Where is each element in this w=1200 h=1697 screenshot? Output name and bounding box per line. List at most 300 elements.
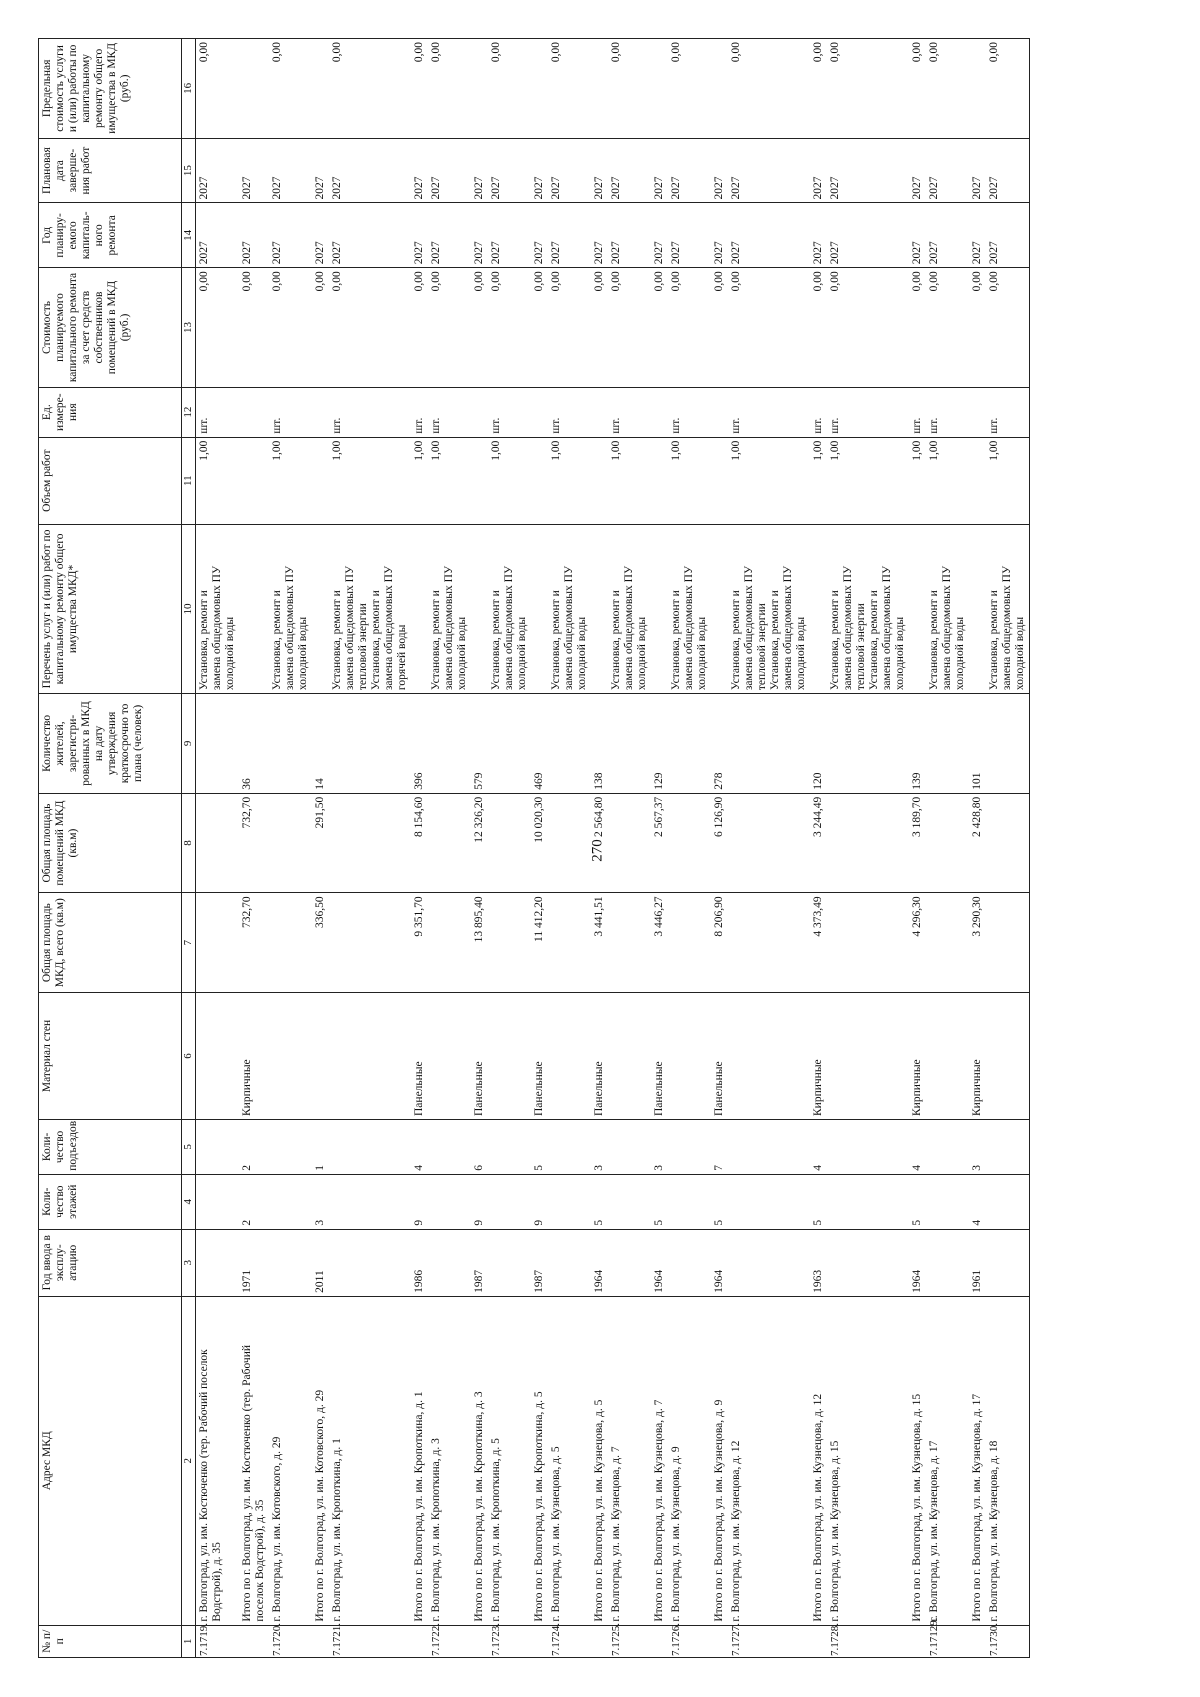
- table-cell-c6: Кирпичные: [810, 992, 827, 1119]
- table-cell-c9: [488, 694, 531, 794]
- table-cell-c12: шт.: [909, 387, 926, 437]
- table-cell-c1: [969, 1625, 986, 1657]
- table-cell-c7: 8 206,90: [711, 893, 728, 993]
- table-cell-c8: [196, 793, 240, 893]
- table-cell-c15: 2027: [239, 138, 269, 203]
- table-cell-c1: 7.1721.: [329, 1625, 411, 1657]
- table-cell-c16: 0,00: [411, 39, 428, 139]
- table-row: [411, 39, 428, 1658]
- table-cell-c8: 6 126,90: [711, 793, 728, 893]
- table-cell-c1: [239, 1625, 269, 1657]
- table-cell-c10: [926, 524, 969, 693]
- table-cell-c5: [329, 1120, 411, 1175]
- table-cell-c3: [668, 1229, 711, 1296]
- table-cell-c1: 7.1726.: [668, 1625, 711, 1657]
- header-cell: Количество жителей, зарегистри-рованных в МКД на дату утверждения краткосрочно то плана (человек): [39, 694, 182, 794]
- table-cell-c2: [969, 1296, 986, 1625]
- table-cell-c16: 0,00: [728, 39, 810, 139]
- cell-line: Установка, ремонт и: [610, 590, 622, 691]
- header-cell: Перечень услуг и (или) работ по капитальному ремонту общего имущества МКД*: [39, 524, 182, 693]
- table-cell-c9: [329, 694, 411, 794]
- table-row: [668, 39, 711, 1658]
- table-cell-c15: 2027: [428, 138, 471, 203]
- table-cell-c5: 2: [239, 1120, 269, 1175]
- table-cell-c15: 2027: [651, 138, 668, 203]
- cell-line: Итого по г. Волгоград, ул. им. Кузнецова, д. 15: [911, 1393, 923, 1622]
- table-cell-c13: 0,00: [239, 268, 269, 388]
- table-cell-c12: шт.: [810, 387, 827, 437]
- table-cell-c12: шт.: [488, 387, 531, 437]
- cell-line: г. Волгоград, ул. им. Кузнецова, д. 17: [928, 1440, 940, 1622]
- column-number-row: [182, 39, 196, 1658]
- table-cell-c10: [548, 524, 591, 693]
- cell-line: холодной воды: [894, 616, 906, 691]
- table-cell-c11: 1,00: [926, 437, 969, 524]
- table-cell-c7: 9 351,70: [411, 893, 428, 993]
- table-cell-c4: [668, 1174, 711, 1229]
- cell-line: Установка, ремонт и: [988, 590, 1000, 691]
- page-number: 270: [589, 839, 606, 862]
- table-cell-c16: [651, 39, 668, 139]
- header-cell: Стоимость планируемого капитального ремонта за счет средств собственников помещений в МКД (руб.): [39, 268, 182, 388]
- cell-line: Итого по г. Волгоград, ул. им. Кропоткина, д. 5: [533, 1391, 545, 1622]
- cell-line: холодной воды: [1014, 616, 1026, 691]
- table-cell-c4: [428, 1174, 471, 1229]
- cell-line: Итого по г. Волгоград, ул. им. Котовского, д. 29: [314, 1389, 326, 1622]
- table-cell-c9: 579: [471, 694, 488, 794]
- table-cell-c13: 0,00: [969, 268, 986, 388]
- table-row: [926, 39, 969, 1658]
- table-row: [196, 39, 240, 1658]
- table-cell-c5: 6: [471, 1120, 488, 1175]
- table-cell-c2: [926, 1296, 969, 1625]
- table-cell-c1: [651, 1625, 668, 1657]
- table-row: [909, 39, 926, 1658]
- table-cell-c3: 1963: [810, 1229, 827, 1296]
- table-cell-c9: 14: [312, 694, 329, 794]
- table-cell-c2: [827, 1296, 909, 1625]
- table-cell-c4: [608, 1174, 651, 1229]
- table-cell-c10: [488, 524, 531, 693]
- table-cell-c6: Кирпичные: [909, 992, 926, 1119]
- table-cell-c14: 2027: [986, 203, 1030, 268]
- table-cell-c8: [329, 793, 411, 893]
- table-row: [969, 39, 986, 1658]
- table-cell-c11: [651, 437, 668, 524]
- table-cell-c12: шт.: [668, 387, 711, 437]
- table-cell-c14: 2027: [810, 203, 827, 268]
- table-cell-c4: [269, 1174, 312, 1229]
- cell-line: Итого по г. Волгоград, ул. им. Кузнецова, д. 7: [653, 1399, 665, 1622]
- table-cell-c11: 1,00: [329, 437, 411, 524]
- table-cell-c15: 2027: [531, 138, 548, 203]
- table-cell-c15: 2027: [488, 138, 531, 203]
- table-cell-c15: 2027: [909, 138, 926, 203]
- table-row: [827, 39, 909, 1658]
- table-cell-c5: [668, 1120, 711, 1175]
- table-cell-c8: 291,50: [312, 793, 329, 893]
- table-cell-c3: 1987: [531, 1229, 548, 1296]
- cell-line: Установка, ремонт и: [769, 590, 781, 691]
- table-cell-c6: [668, 992, 711, 1119]
- header-cell: Предельная стоимость услуги и (или) работы по капитальному ремонту общего имущества в МКД (руб.): [39, 39, 182, 139]
- table-cell-c9: [668, 694, 711, 794]
- table-cell-c8: [827, 793, 909, 893]
- column-number: 2: [182, 1296, 196, 1625]
- table-cell-c15: 2027: [608, 138, 651, 203]
- cell-line: тепловой энергии: [756, 603, 768, 691]
- table-row: [810, 39, 827, 1658]
- table-cell-c5: 7: [711, 1120, 728, 1175]
- table-cell-c13: 0,00: [269, 268, 312, 388]
- table-cell-c3: 2011: [312, 1229, 329, 1296]
- table-cell-c14: 2027: [329, 203, 411, 268]
- cell-line: Установка, ремонт и: [829, 590, 841, 691]
- cell-line: замена общедомовых ПУ: [383, 565, 395, 691]
- table-cell-c8: 12 326,20: [471, 793, 488, 893]
- table-cell-c15: 2027: [986, 138, 1030, 203]
- table-cell-c12: шт.: [196, 387, 240, 437]
- table-row: [312, 39, 329, 1658]
- table-cell-c6: [269, 992, 312, 1119]
- cell-line: холодной воды: [795, 616, 807, 691]
- table-cell-c16: 0,00: [986, 39, 1030, 139]
- table-cell-c13: 0,00: [909, 268, 926, 388]
- table-cell-c13: 0,00: [312, 268, 329, 388]
- table-cell-c5: [728, 1120, 810, 1175]
- cell-line: замена общедомовых ПУ: [842, 565, 854, 691]
- table-cell-c8: 3 244,49: [810, 793, 827, 893]
- table-cell-c13: 0,00: [471, 268, 488, 388]
- table-cell-c10: [196, 524, 240, 693]
- table-cell-c7: [986, 893, 1030, 993]
- table-cell-c16: 0,00: [196, 39, 240, 139]
- cell-line: замена общедомовых ПУ: [563, 565, 575, 691]
- cell-line: Установка, ремонт и: [868, 590, 880, 691]
- cell-line: замена общедомовых ПУ: [881, 565, 893, 691]
- cell-line: холодной воды: [297, 616, 309, 691]
- cell-line: замена общедомовых ПУ: [211, 565, 223, 691]
- table-cell-c9: 129: [651, 694, 668, 794]
- table-cell-c1: 7.1730.: [986, 1625, 1030, 1657]
- table-cell-c10: [728, 524, 810, 693]
- header-cell: Адрес МКД: [39, 1296, 182, 1625]
- table-cell-c9: [926, 694, 969, 794]
- table-cell-c7: 336,50: [312, 893, 329, 993]
- table-cell-c1: 7.1728.: [827, 1625, 909, 1657]
- column-number: 6: [182, 992, 196, 1119]
- table-cell-c14: 2027: [827, 203, 909, 268]
- table-cell-c15: 2027: [827, 138, 909, 203]
- table-cell-c10: [608, 524, 651, 693]
- table-cell-c7: 4 373,49: [810, 893, 827, 993]
- table-cell-c5: 3: [651, 1120, 668, 1175]
- table-cell-c2: [312, 1296, 329, 1625]
- table-cell-c2: [239, 1296, 269, 1625]
- table-cell-c14: 2027: [668, 203, 711, 268]
- header-row: [39, 39, 182, 1658]
- cell-line: поселок Водстрой), д. 35: [254, 1499, 266, 1622]
- table-row: [329, 39, 411, 1658]
- table-cell-c14: 2027: [488, 203, 531, 268]
- header-cell: Объем работ: [39, 437, 182, 524]
- cell-line: г. Волгоград, ул. им. Костюченко (тер. Рабочий поселок: [198, 1349, 210, 1622]
- table-cell-c16: 0,00: [909, 39, 926, 139]
- table-cell-c9: [548, 694, 591, 794]
- cell-line: г. Волгоград, ул. им. Кузнецова, д. 7: [610, 1446, 622, 1622]
- cell-line: тепловой энергии: [855, 603, 867, 691]
- table-cell-c14: 2027: [711, 203, 728, 268]
- table-cell-c9: [827, 694, 909, 794]
- table-cell-c5: [548, 1120, 591, 1175]
- table-cell-c11: [591, 437, 608, 524]
- table-cell-c5: 3: [969, 1120, 986, 1175]
- table-cell-c8: [548, 793, 591, 893]
- table-cell-c13: 0,00: [488, 268, 531, 388]
- table-cell-c10: [428, 524, 471, 693]
- table-cell-c4: 9: [411, 1174, 428, 1229]
- table-cell-c5: [827, 1120, 909, 1175]
- table-cell-c7: 732,70: [239, 893, 269, 993]
- rotated-page: [38, 38, 1160, 1658]
- table-cell-c3: [269, 1229, 312, 1296]
- table-cell-c1: [591, 1625, 608, 1657]
- table-cell-c6: [312, 992, 329, 1119]
- table-row: [488, 39, 531, 1658]
- table-cell-c8: 3 189,70: [909, 793, 926, 893]
- table-cell-c3: 1964: [591, 1229, 608, 1296]
- table-cell-c16: [531, 39, 548, 139]
- table-cell-c13: 0,00: [651, 268, 668, 388]
- header-cell: Общая площадь МКД, всего (кв.м): [39, 893, 182, 993]
- table-cell-c3: 1964: [711, 1229, 728, 1296]
- table-cell-c1: 7.1719.: [196, 1625, 240, 1657]
- table-cell-c4: 3: [312, 1174, 329, 1229]
- table-cell-c15: 2027: [926, 138, 969, 203]
- table-cell-c7: [269, 893, 312, 993]
- table-cell-c3: [926, 1229, 969, 1296]
- table-cell-c10: [969, 524, 986, 693]
- table-cell-c8: 2 428,80: [969, 793, 986, 893]
- table-cell-c11: [711, 437, 728, 524]
- table-cell-c6: [986, 992, 1030, 1119]
- table-cell-c14: 2027: [312, 203, 329, 268]
- table-cell-c12: [312, 387, 329, 437]
- table-cell-c6: [329, 992, 411, 1119]
- table-cell-c9: 36: [239, 694, 269, 794]
- table-cell-c9: [428, 694, 471, 794]
- table-cell-c12: шт.: [608, 387, 651, 437]
- table-cell-c16: [312, 39, 329, 139]
- table-row: [548, 39, 591, 1658]
- cell-line: Установка, ремонт и: [670, 590, 682, 691]
- column-number: 9: [182, 694, 196, 794]
- table-cell-c12: [471, 387, 488, 437]
- table-row: [471, 39, 488, 1658]
- table-cell-c7: [668, 893, 711, 993]
- cell-line: Установка, ремонт и: [198, 590, 210, 691]
- table-cell-c4: [196, 1174, 240, 1229]
- header-cell: Коли-чество этажей: [39, 1174, 182, 1229]
- cell-line: г. Волгоград, ул. им. Кузнецова, д. 12: [730, 1440, 742, 1622]
- table-cell-c1: [531, 1625, 548, 1657]
- table-cell-c2: [651, 1296, 668, 1625]
- table-cell-c15: 2027: [728, 138, 810, 203]
- cell-line: Итого по г. Волгоград, ул. им. Кузнецова, д. 12: [812, 1393, 824, 1622]
- cell-line: замена общедомовых ПУ: [1001, 565, 1013, 691]
- table-cell-c7: 3 446,27: [651, 893, 668, 993]
- cell-line: Установка, ремонт и: [550, 590, 562, 691]
- table-cell-c13: 0,00: [827, 268, 909, 388]
- cell-line: г. Волгоград, ул. им. Кузнецова, д. 18: [988, 1440, 1000, 1622]
- table-cell-c11: [471, 437, 488, 524]
- table-cell-c11: 1,00: [909, 437, 926, 524]
- table-cell-c12: шт.: [269, 387, 312, 437]
- table-cell-c13: 0,00: [728, 268, 810, 388]
- table-cell-c15: 2027: [810, 138, 827, 203]
- table-cell-c5: 4: [909, 1120, 926, 1175]
- table-cell-c4: [488, 1174, 531, 1229]
- table-cell-c11: 1,00: [269, 437, 312, 524]
- table-cell-c9: [196, 694, 240, 794]
- table-cell-c10: [329, 524, 411, 693]
- table-cell-c10: [471, 524, 488, 693]
- table-cell-c3: 1964: [909, 1229, 926, 1296]
- table-cell-c11: [969, 437, 986, 524]
- table-cell-c3: [608, 1229, 651, 1296]
- table-row: [531, 39, 548, 1658]
- cell-line: Установка, ремонт и: [331, 590, 343, 691]
- table-cell-c10: [651, 524, 668, 693]
- cell-line: Итого по г. Волгоград, ул. им. Кузнецова, д. 5: [593, 1399, 605, 1622]
- table-cell-c14: 2027: [471, 203, 488, 268]
- table-cell-c6: [827, 992, 909, 1119]
- table-cell-c7: 3 290,30: [969, 893, 986, 993]
- cell-line: холодной воды: [576, 616, 588, 691]
- table-cell-c15: 2027: [411, 138, 428, 203]
- table-cell-c2: [810, 1296, 827, 1625]
- table-cell-c10: [909, 524, 926, 693]
- table-cell-c6: [196, 992, 240, 1119]
- table-row: [728, 39, 810, 1658]
- table-cell-c12: шт.: [428, 387, 471, 437]
- table-cell-c13: 0,00: [428, 268, 471, 388]
- table-cell-c10: [827, 524, 909, 693]
- column-number: 16: [182, 39, 196, 139]
- table-cell-c16: 0,00: [329, 39, 411, 139]
- table-cell-c12: [591, 387, 608, 437]
- table-cell-c8: [986, 793, 1030, 893]
- table-cell-c9: [986, 694, 1030, 794]
- capital-repair-table: [38, 38, 1030, 1658]
- table-cell-c7: [329, 893, 411, 993]
- table-cell-c4: 9: [531, 1174, 548, 1229]
- table-cell-c1: [471, 1625, 488, 1657]
- table-row: [711, 39, 728, 1658]
- table-cell-c14: 2027: [608, 203, 651, 268]
- table-cell-c14: 2027: [548, 203, 591, 268]
- cell-line: Установка, ремонт и: [430, 590, 442, 691]
- table-cell-c8: [428, 793, 471, 893]
- table-cell-c2: [471, 1296, 488, 1625]
- cell-line: горячей воды: [396, 624, 408, 691]
- table-row: [986, 39, 1030, 1658]
- table-cell-c5: [428, 1120, 471, 1175]
- column-number: 1: [182, 1625, 196, 1657]
- table-cell-c10: [269, 524, 312, 693]
- table-cell-c14: 2027: [651, 203, 668, 268]
- table-cell-c16: [471, 39, 488, 139]
- header-cell: Плановая дата заверше-ния работ: [39, 138, 182, 203]
- table-cell-c6: Панельные: [471, 992, 488, 1119]
- table-cell-c14: 2027: [269, 203, 312, 268]
- column-number: 5: [182, 1120, 196, 1175]
- table-cell-c16: 0,00: [668, 39, 711, 139]
- table-row: [269, 39, 312, 1658]
- table-cell-c16: 0,00: [827, 39, 909, 139]
- table-cell-c1: [312, 1625, 329, 1657]
- table-cell-c1: [411, 1625, 428, 1657]
- table-cell-c9: 139: [909, 694, 926, 794]
- table-cell-c9: 138: [591, 694, 608, 794]
- cell-line: холодной воды: [636, 616, 648, 691]
- table-cell-c11: 1,00: [548, 437, 591, 524]
- table-cell-c3: 1987: [471, 1229, 488, 1296]
- table-cell-c4: [329, 1174, 411, 1229]
- table-cell-c13: 0,00: [531, 268, 548, 388]
- cell-line: г. Волгоград, ул. им. Кропоткина, д. 3: [430, 1438, 442, 1622]
- table-cell-c10: [986, 524, 1030, 693]
- table-cell-c12: [969, 387, 986, 437]
- column-number: 4: [182, 1174, 196, 1229]
- table-cell-c5: [269, 1120, 312, 1175]
- table-cell-c7: [926, 893, 969, 993]
- cell-line: замена общедомовых ПУ: [782, 565, 794, 691]
- cell-line: Итого по г. Волгоград, ул. им. Кропоткина, д. 1: [413, 1391, 425, 1622]
- cell-line: Установка, ремонт и: [730, 590, 742, 691]
- cell-line: Установка, ремонт и: [490, 590, 502, 691]
- table-cell-c12: шт.: [986, 387, 1030, 437]
- table-cell-c13: 0,00: [411, 268, 428, 388]
- table-cell-c5: 5: [531, 1120, 548, 1175]
- table-cell-c12: [651, 387, 668, 437]
- table-cell-c8: 8 154,60: [411, 793, 428, 893]
- cell-line: г. Волгоград, ул. им. Кузнецова, д. 9: [670, 1446, 682, 1622]
- table-cell-c5: [986, 1120, 1030, 1175]
- cell-line: холодной воды: [516, 616, 528, 691]
- table-cell-c6: [728, 992, 810, 1119]
- cell-line: Итого по г. Волгоград, ул. им. Кузнецова, д. 9: [713, 1399, 725, 1622]
- table-cell-c1: 7.1724.: [548, 1625, 591, 1657]
- table-cell-c1: [810, 1625, 827, 1657]
- table-cell-c14: 2027: [531, 203, 548, 268]
- cell-line: Итого по г. Волгоград, ул. им. Кузнецова, д. 17: [971, 1393, 983, 1622]
- table-row: [651, 39, 668, 1658]
- table-cell-c7: [196, 893, 240, 993]
- table-cell-c1: 7.1720.: [269, 1625, 312, 1657]
- table-cell-c12: [239, 387, 269, 437]
- table-cell-c14: 2027: [239, 203, 269, 268]
- table-cell-c3: 1971: [239, 1229, 269, 1296]
- table-cell-c15: 2027: [312, 138, 329, 203]
- table-cell-c4: 2: [239, 1174, 269, 1229]
- table-cell-c10: [411, 524, 428, 693]
- cell-line: Установка, ремонт и: [928, 590, 940, 691]
- column-number: 7: [182, 893, 196, 993]
- table-cell-c8: 2 567,37: [651, 793, 668, 893]
- table-row: [608, 39, 651, 1658]
- table-row: [591, 39, 608, 1658]
